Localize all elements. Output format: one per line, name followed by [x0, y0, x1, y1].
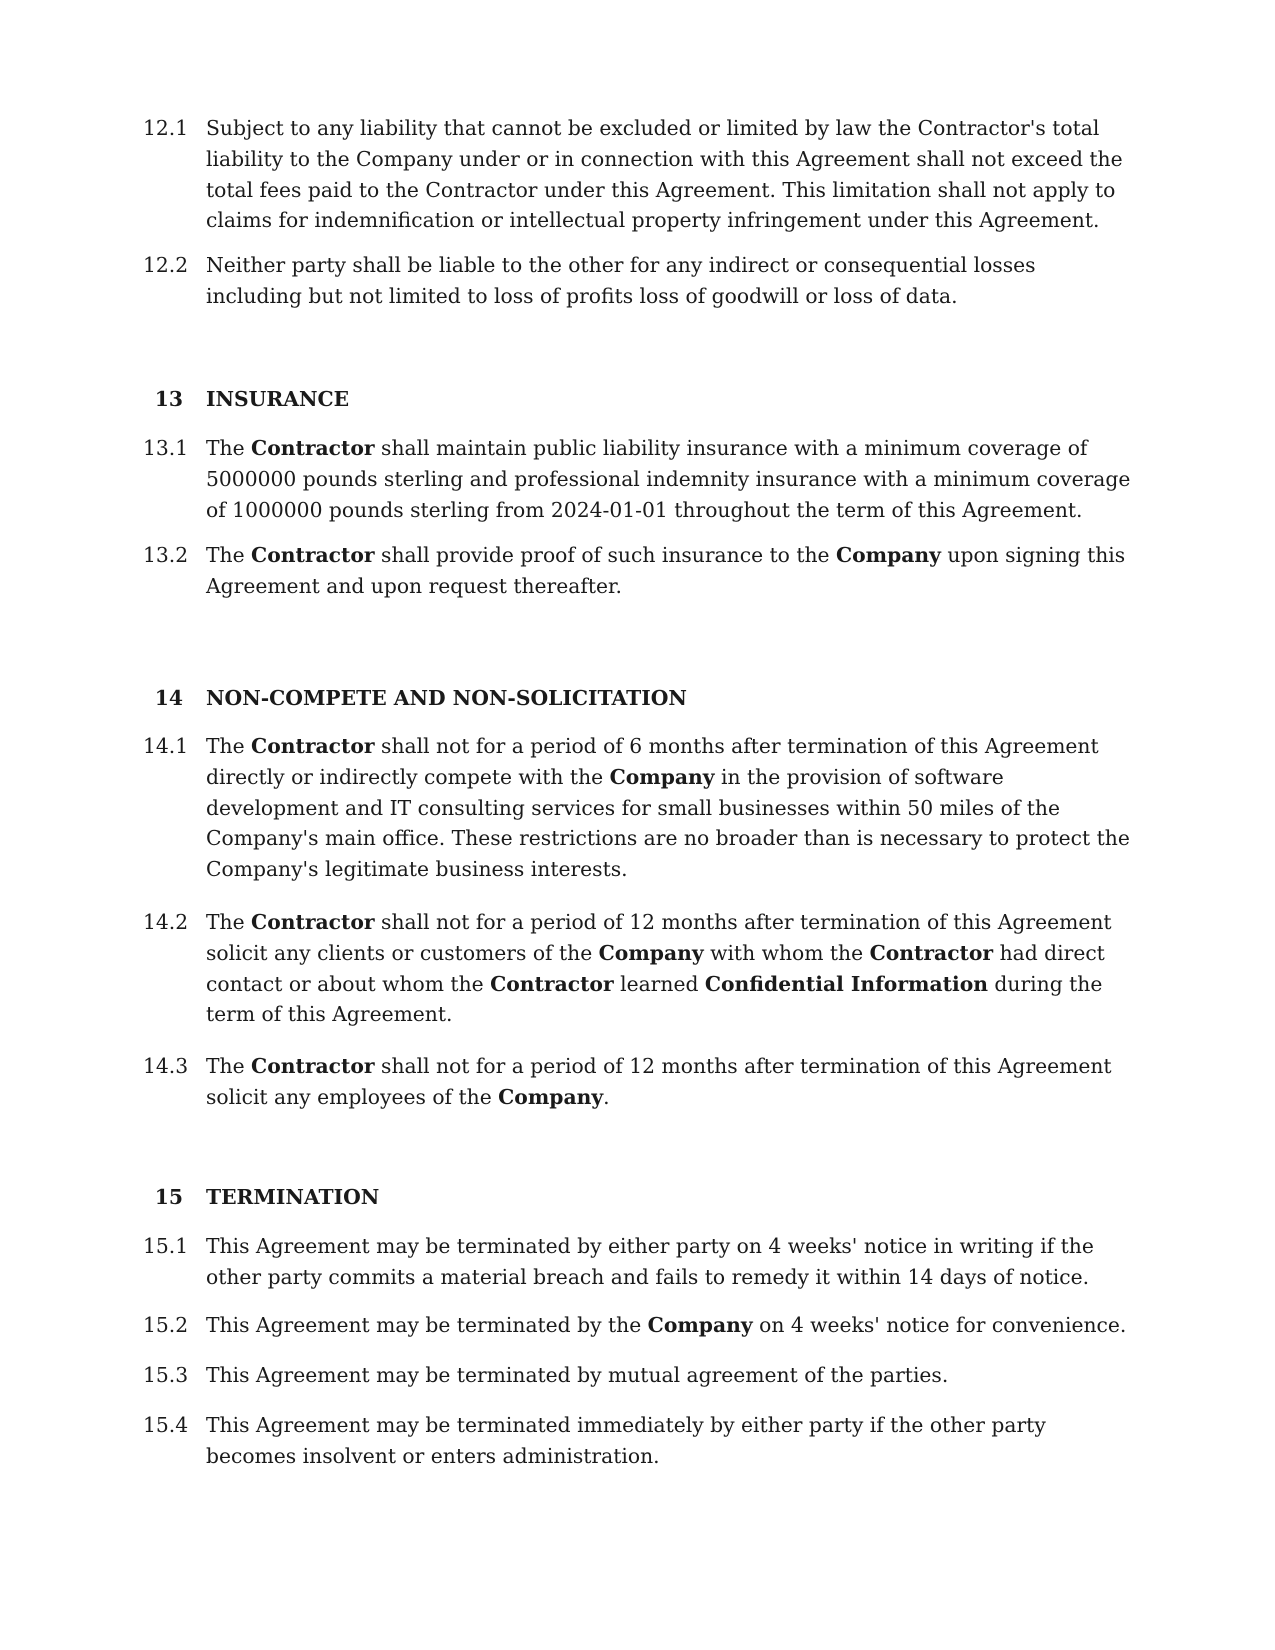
section-number: 15: [154, 1185, 183, 1209]
section-number: 13: [154, 387, 183, 411]
clause-text: Neither party shall be liable to the other for any indirect or consequential losses including but not limited to loss of profits loss of goodwill or loss of data.: [206, 253, 1036, 308]
clause-13-1: [143, 433, 1133, 525]
clause-text: The Contractor shall not for a period of 12 months after termination of this Agreement solicit any employees of the Company.: [206, 1054, 1112, 1109]
clause-text: The Contractor shall provide proof of such insurance to the Company upon signing this Agreement and upon request thereafter.: [206, 543, 1126, 598]
clause-14-3: [143, 1051, 1133, 1113]
clause-text: This Agreement may be terminated by mutual agreement of the parties.: [206, 1363, 949, 1387]
clause-number: 15.1: [143, 1234, 189, 1258]
clause-14-1: [143, 731, 1133, 885]
section-heading-15: [143, 1182, 1133, 1213]
section-title: NON-COMPETE AND NON-SOLICITATION: [206, 686, 687, 710]
clause-number: 13.2: [143, 543, 189, 567]
clause-text: The Contractor shall maintain public liability insurance with a minimum coverage of 5000000 pounds sterling and professional indemnity insurance with a minimum coverage of 1000000 pounds sterling from 2024-01-01 throughout the term of this Agreement.: [206, 436, 1131, 522]
clause-14-2: [143, 907, 1133, 1030]
clause-12-2: [143, 250, 1133, 312]
clause-number: 15.2: [143, 1313, 189, 1337]
clause-number: 14.3: [143, 1054, 189, 1078]
clause-15-1: [143, 1231, 1133, 1293]
section-heading-14: [143, 683, 1133, 714]
clause-number: 13.1: [143, 436, 189, 460]
clause-text: This Agreement may be terminated by the Company on 4 weeks' notice for convenience.: [206, 1313, 1127, 1337]
clause-15-4: [143, 1410, 1133, 1472]
clause-12-1: [143, 113, 1133, 236]
clause-text: This Agreement may be terminated by either party on 4 weeks' notice in writing if the other party commits a material breach and fails to remedy it within 14 days of notice.: [206, 1234, 1094, 1289]
clause-13-2: [143, 540, 1133, 602]
clause-text: The Contractor shall not for a period of 6 months after termination of this Agreement directly or indirectly compete with the Company in the provision of software development and IT consulting services for small businesses within 50 miles of the Company's main office. These restrictions are no broader than is necessary to protect the Company's legitimate business interests.: [206, 734, 1130, 882]
clause-number: 14.1: [143, 734, 189, 758]
clause-number: 14.2: [143, 910, 189, 934]
clause-15-2: [143, 1310, 1133, 1341]
section-title: TERMINATION: [206, 1185, 380, 1209]
section-heading-13: [143, 384, 1133, 415]
section-number: 14: [154, 686, 183, 710]
clause-15-3: [143, 1360, 1133, 1391]
clause-text: This Agreement may be terminated immediately by either party if the other party becomes insolvent or enters administration.: [206, 1413, 1046, 1468]
section-title: INSURANCE: [206, 387, 350, 411]
clause-number: 15.4: [143, 1413, 189, 1437]
clause-number: 12.2: [143, 253, 189, 277]
clause-text: The Contractor shall not for a period of 12 months after termination of this Agreement solicit any clients or customers of the Company with whom the Contractor had direct contact or about whom the Contractor learned Confidential Information during the term of this Agreement.: [206, 910, 1112, 1027]
clause-number: 12.1: [143, 116, 189, 140]
clause-text: Subject to any liability that cannot be excluded or limited by law the Contractor's total liability to the Company under or in connection with this Agreement shall not exceed the total fees paid to the Contractor under this Agreement. This limitation shall not apply to claims for indemnification or intellectual property infringement under this Agreement.: [206, 116, 1123, 233]
clause-number: 15.3: [143, 1363, 189, 1387]
